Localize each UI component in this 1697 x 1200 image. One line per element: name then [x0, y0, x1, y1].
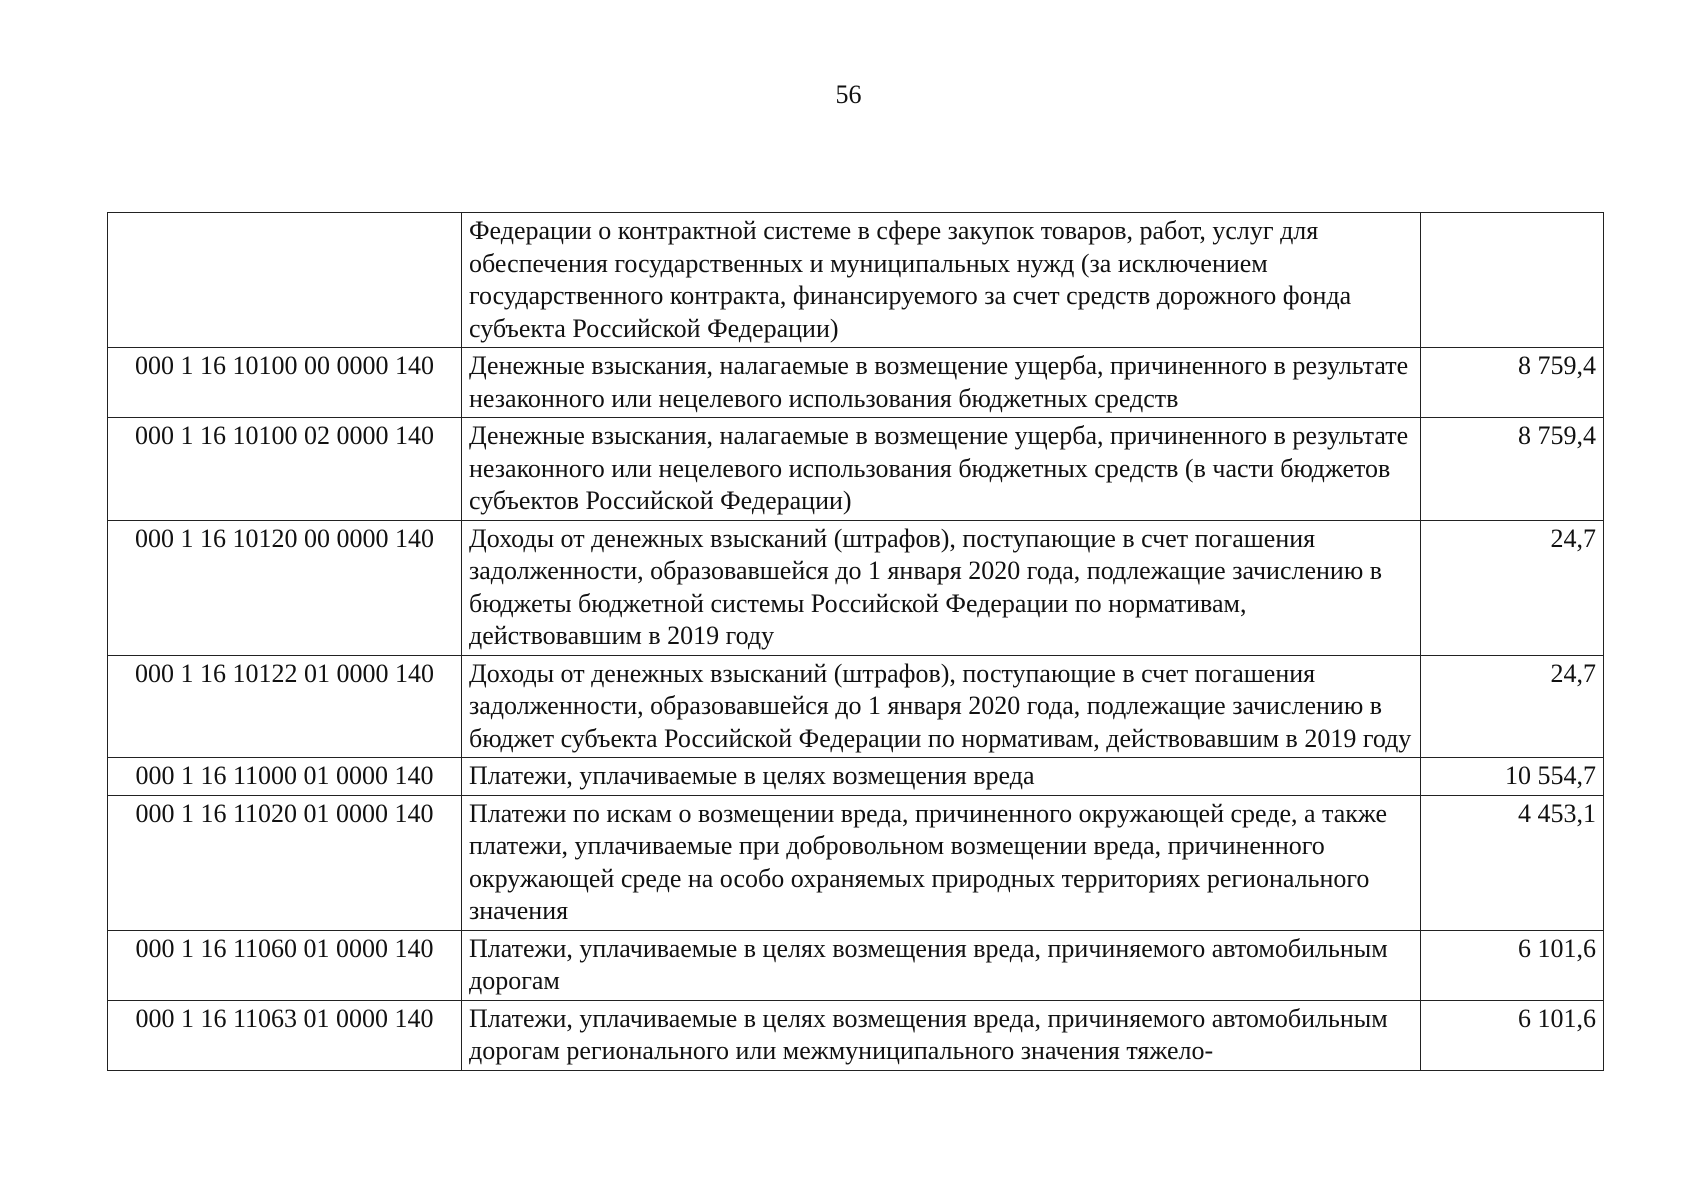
amount: 6 101,6	[1421, 1000, 1604, 1070]
table-row	[108, 213, 1604, 348]
amount: 24,7	[1421, 655, 1604, 758]
table-row	[108, 758, 1604, 796]
table-row	[108, 655, 1604, 758]
table-row	[108, 520, 1604, 655]
revenue-description: Платежи, уплачиваемые в целях возмещения вреда, причиняемого автомобильным дорогам регионального или межмуниципального значения тяжело-	[462, 1000, 1421, 1070]
amount: 8 759,4	[1421, 348, 1604, 418]
revenue-description: Доходы от денежных взысканий (штрафов), поступающие в счет погашения задолженности, образовавшейся до 1 января 2020 года, подлежащие зачислению в бюджет субъекта Российской Федерации по нормативам, действовавшим в 2019 году	[462, 655, 1421, 758]
budget-code: 000 1 16 11063 01 0000 140	[108, 1000, 462, 1070]
amount: 6 101,6	[1421, 930, 1604, 1000]
amount: 24,7	[1421, 520, 1604, 655]
revenue-description: Федерации о контрактной системе в сфере закупок товаров, работ, услуг для обеспечения государственных и муниципальных нужд (за исключением государственного контракта, финансируемого за счет средств дорожного фонда субъекта Российской Федерации)	[462, 213, 1421, 348]
table-row	[108, 930, 1604, 1000]
budget-code: 000 1 16 10120 00 0000 140	[108, 520, 462, 655]
budget-code: 000 1 16 10100 02 0000 140	[108, 418, 462, 521]
table-row	[108, 1000, 1604, 1070]
budget-code: 000 1 16 11060 01 0000 140	[108, 930, 462, 1000]
revenue-description: Платежи по искам о возмещении вреда, причиненного окружающей среде, а также платежи, уплачиваемые при добровольном возмещении вреда, причиненного окружающей среде на особо охраняемых природных территориях регионального значения	[462, 795, 1421, 930]
revenue-description: Денежные взыскания, налагаемые в возмещение ущерба, причиненного в результате незаконного или нецелевого использования бюджетных средств	[462, 348, 1421, 418]
revenue-description: Платежи, уплачиваемые в целях возмещения вреда, причиняемого автомобильным дорогам	[462, 930, 1421, 1000]
budget-code: 000 1 16 10122 01 0000 140	[108, 655, 462, 758]
amount: 10 554,7	[1421, 758, 1604, 796]
budget-code	[108, 213, 462, 348]
budget-code: 000 1 16 11020 01 0000 140	[108, 795, 462, 930]
revenue-table	[107, 212, 1604, 1071]
revenue-description: Платежи, уплачиваемые в целях возмещения вреда	[462, 758, 1421, 796]
amount: 4 453,1	[1421, 795, 1604, 930]
budget-code: 000 1 16 11000 01 0000 140	[108, 758, 462, 796]
budget-code: 000 1 16 10100 00 0000 140	[108, 348, 462, 418]
table-row	[108, 418, 1604, 521]
revenue-description: Денежные взыскания, налагаемые в возмещение ущерба, причиненного в результате незаконного или нецелевого использования бюджетных средств (в части бюджетов субъектов Российской Федерации)	[462, 418, 1421, 521]
table-row	[108, 795, 1604, 930]
revenue-description: Доходы от денежных взысканий (штрафов), поступающие в счет погашения задолженности, образовавшейся до 1 января 2020 года, подлежащие зачислению в бюджеты бюджетной системы Российской Федерации по нормативам, действовавшим в 2019 году	[462, 520, 1421, 655]
table-row	[108, 348, 1604, 418]
amount: 8 759,4	[1421, 418, 1604, 521]
page-number: 56	[835, 80, 862, 109]
amount	[1421, 213, 1604, 348]
